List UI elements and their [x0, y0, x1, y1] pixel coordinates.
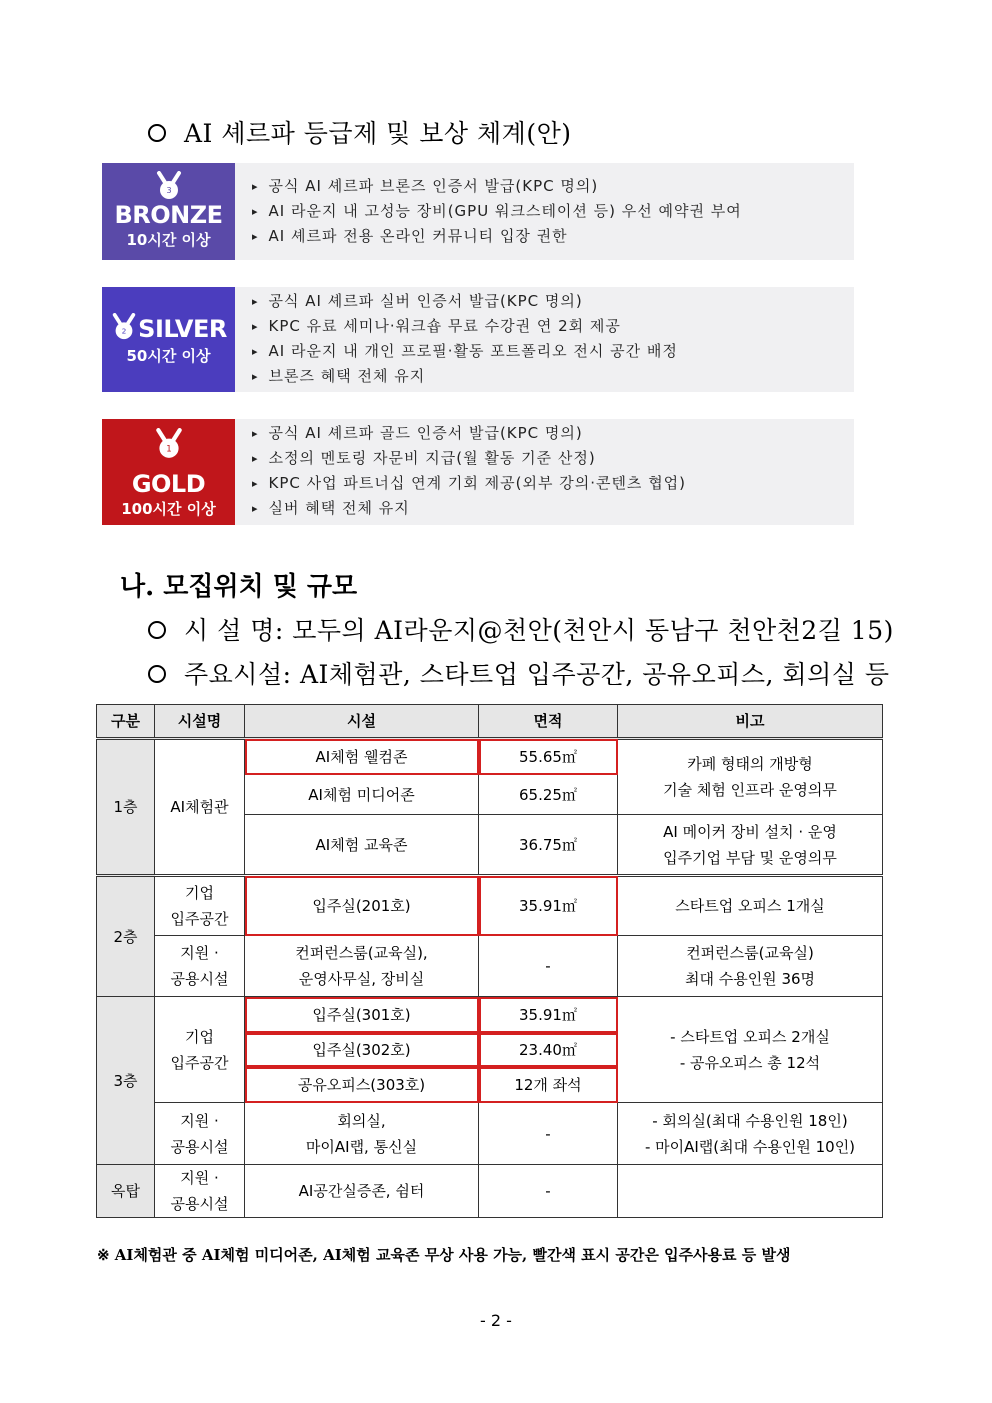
- benefit-list: [252, 174, 742, 249]
- area-cell: 65.25㎡: [479, 775, 618, 815]
- room-cell: AI체험 교육존: [245, 815, 479, 876]
- section-title: AI 셰르파 등급제 및 보상 체계(안): [148, 114, 571, 150]
- room-cell: AI공간실증존, 쉼터: [245, 1165, 479, 1218]
- tier-badge-gold: [102, 419, 235, 525]
- page-number: - 2 -: [480, 1311, 512, 1330]
- area-cell: -: [479, 1103, 618, 1165]
- header-cell: 시설명: [155, 705, 245, 739]
- facility-name-cell: 지원 · 공용시설: [155, 1103, 245, 1165]
- tier-hours: 10시간 이상: [126, 231, 211, 249]
- table-row: [97, 1165, 883, 1218]
- table-header-row: [97, 705, 883, 739]
- room-cell: AI체험 미디어존: [245, 775, 479, 815]
- table-row: [97, 1103, 883, 1165]
- area-cell: 12개 좌석: [479, 1067, 618, 1103]
- benefit-list: [252, 289, 678, 389]
- facility-name-cell: 지원 · 공용시설: [155, 936, 245, 997]
- room-cell: 입주실(302호): [245, 1033, 479, 1067]
- svg-text:3: 3: [165, 186, 172, 195]
- area-cell: 23.40㎡: [479, 1033, 618, 1067]
- circle-bullet-icon: [148, 621, 166, 639]
- area-cell: 35.91㎡: [479, 876, 618, 936]
- room-cell: 컨퍼런스룸(교육실), 운영사무실, 장비실: [245, 936, 479, 997]
- subsection-title: 나. 모집위치 및 규모: [120, 572, 358, 602]
- medal-icon: [110, 313, 138, 341]
- benefit-item: ▸ AI 셰르파 전용 온라인 커뮤니티 입장 권한: [252, 224, 742, 249]
- benefit-item: ▸ AI 라운지 내 고성능 장비(GPU 워크스테이션 등) 우선 예약권 부여: [252, 199, 742, 224]
- note-cell: 스타트업 오피스 1개실: [618, 876, 883, 936]
- tier-name: GOLD: [131, 470, 206, 498]
- facility-name-cell: AI체험관: [155, 739, 245, 876]
- floor-cell: 3층: [97, 997, 155, 1165]
- header-cell: 비고: [618, 705, 883, 739]
- area-cell: 36.75㎡: [479, 815, 618, 876]
- tier-badge-silver: [102, 287, 235, 392]
- note-cell: - 스타트업 오피스 2개실 - 공유오피스 총 12석: [618, 997, 883, 1103]
- header-cell: 면적: [479, 705, 618, 739]
- table-row: [97, 936, 883, 997]
- facility-name-cell: 기업 입주공간: [155, 997, 245, 1103]
- area-cell: 55.65㎡: [479, 739, 618, 775]
- area-cell: -: [479, 1165, 618, 1218]
- header-cell: 구분: [97, 705, 155, 739]
- note-cell: [618, 1165, 883, 1218]
- room-cell: 회의실, 마이AI랩, 통신실: [245, 1103, 479, 1165]
- tier-badge-bronze: [102, 163, 235, 260]
- table-row: [97, 997, 883, 1033]
- room-cell: 입주실(301호): [245, 997, 479, 1033]
- area-cell: -: [479, 936, 618, 997]
- room-cell: AI체험 웰컴존: [245, 739, 479, 775]
- note-cell: AI 메이커 장비 설치 · 운영 입주기업 부담 및 운영의무: [618, 815, 883, 876]
- tier-hours: 100시간 이상: [121, 500, 216, 518]
- benefit-item: ▸ 소정의 멘토링 자문비 지급(월 활동 기준 산정): [252, 446, 686, 471]
- facility-table: [96, 704, 883, 1218]
- tier-name: SILVER: [138, 315, 227, 343]
- facility-name-cell: 기업 입주공간: [155, 876, 245, 936]
- room-cell: 공유오피스(303호): [245, 1067, 479, 1103]
- floor-cell: 1층: [97, 739, 155, 876]
- room-cell: 입주실(201호): [245, 876, 479, 936]
- circle-bullet-icon: [148, 665, 166, 683]
- benefit-item: ▸ 공식 AI 셰르파 골드 인증서 발급(KPC 명의): [252, 421, 686, 446]
- svg-text:2: 2: [121, 326, 127, 336]
- svg-text:1: 1: [165, 444, 172, 455]
- benefit-item: ▸ KPC 사업 파트너십 연계 기회 제공(외부 강의·콘텐츠 협업): [252, 471, 686, 496]
- benefit-item: ▸ KPC 유료 세미나·워크숍 무료 수강권 연 2회 제공: [252, 314, 678, 339]
- benefit-item: ▸ 공식 AI 셰르파 실버 인증서 발급(KPC 명의): [252, 289, 678, 314]
- note-cell: - 회의실(최대 수용인원 18인) - 마이AI랩(최대 수용인원 10인): [618, 1103, 883, 1165]
- main-facilities-line: 주요시설: AI체험관, 스타트업 입주공간, 공유오피스, 회의실 등: [148, 655, 889, 691]
- facility-name-cell: 지원 · 공용시설: [155, 1165, 245, 1218]
- table-row: [97, 876, 883, 936]
- table-row: [97, 739, 883, 775]
- floor-cell: 옥탑: [97, 1165, 155, 1218]
- circle-bullet-icon: [148, 124, 166, 142]
- tier-gold-card: [102, 419, 854, 525]
- benefit-item: ▸ AI 라운지 내 개인 프로필·활동 포트폴리오 전시 공간 배정: [252, 339, 678, 364]
- tier-name: BRONZE: [114, 201, 223, 229]
- tier-silver-card: [102, 287, 854, 392]
- note-cell: 카페 형태의 개방형 기술 체험 인프라 운영의무: [618, 739, 883, 815]
- benefit-item: ▸ 실버 혜택 전체 유지: [252, 496, 686, 521]
- benefit-item: ▸ 공식 AI 셰르파 브론즈 인증서 발급(KPC 명의): [252, 174, 742, 199]
- benefit-item: ▸ 브론즈 혜택 전체 유지: [252, 364, 678, 389]
- facility-name-line: 시 설 명: 모두의 AI라운지@천안(천안시 동남구 천안천2길 15): [148, 611, 894, 647]
- note-cell: 컨퍼런스룸(교육실) 최대 수용인원 36명: [618, 936, 883, 997]
- footnote: ※ AI체험관 중 AI체험 미디어존, AI체험 교육존 무상 사용 가능, 빨간색 표시 공간은 입주사용료 등 발생: [97, 1246, 791, 1264]
- floor-cell: 2층: [97, 876, 155, 997]
- benefit-list: [252, 421, 686, 521]
- header-cell: 시설: [245, 705, 479, 739]
- area-cell: 35.91㎡: [479, 997, 618, 1033]
- tier-bronze-card: [102, 163, 854, 260]
- medal-icon: [153, 428, 185, 460]
- tier-hours: 50시간 이상: [126, 347, 211, 365]
- medal-icon: [154, 171, 184, 201]
